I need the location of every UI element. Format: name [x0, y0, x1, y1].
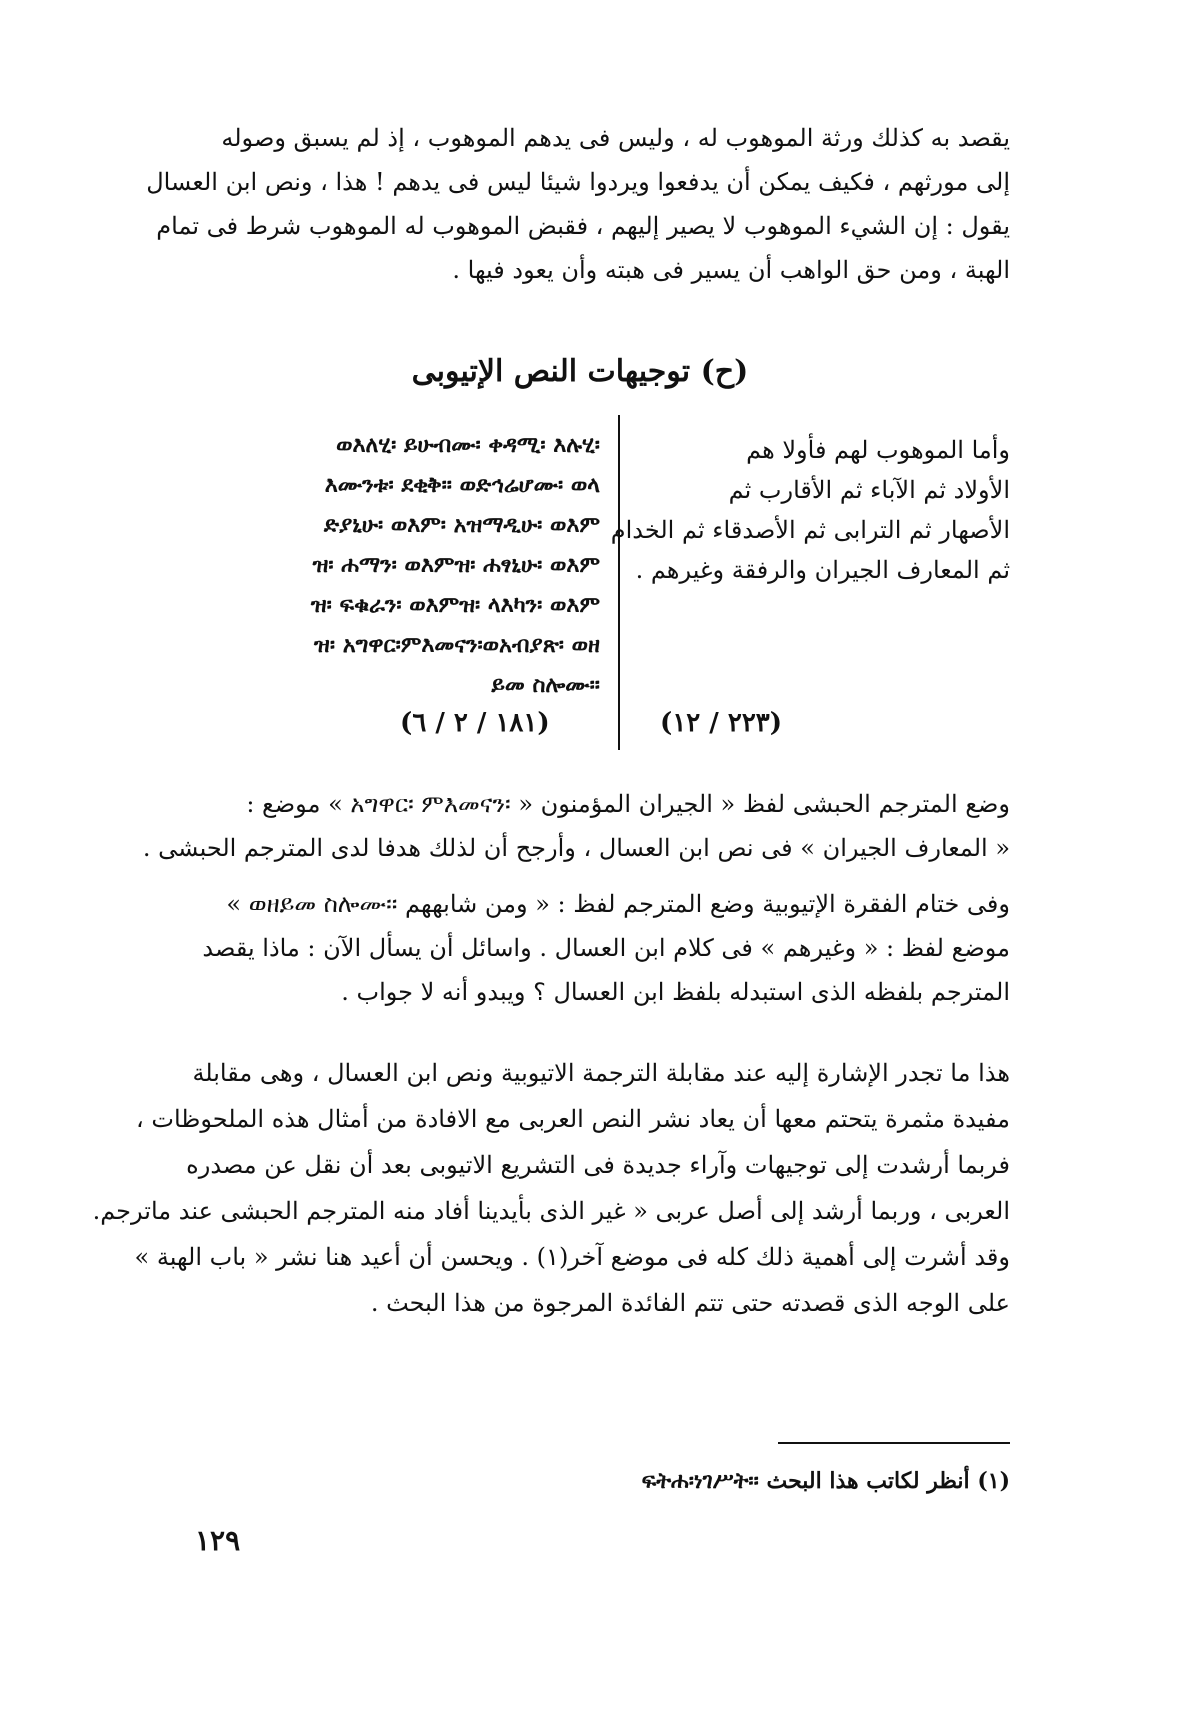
text-line: وفى ختام الفقرة الإتيوبية وضع المترجم لفظ : « ومن شابههم ወዘይመ ስሎሙ፡፡ »: [226, 890, 1010, 918]
text-line: إلى مورثهم ، فكيف يمكن أن يدفعوا ويردوا شيئا ليس فى يدهم ! هذا ، ونص ابن العسال: [146, 168, 1010, 196]
text-line: الأولاد ثم الآباء ثم الأقارب ثم: [728, 476, 1010, 504]
reference-arabic: (٢٢٣ / ١٢): [660, 708, 783, 738]
text-line: يقول : إن الشيء الموهوب لا يصير إليهم ، فقبض الموهوب له الموهوب شرط فى تمام: [156, 212, 1010, 240]
paragraph-intro: [146, 116, 1010, 292]
page-number: ١٢٩: [195, 1524, 241, 1557]
ethiopic-line: ይመ ስሎሙ፡፡: [491, 672, 600, 698]
text-line: فربما أرشدت إلى توجيهات وآراء جديدة فى التشريع الاتيوبى بعد أن نقل عن مصدره: [186, 1151, 1010, 1179]
text-line: موضع لفظ : « وغيرهم » فى كلام ابن العسال . واسائل أن يسأل الآن : ماذا يقصد: [202, 934, 1010, 962]
text-line: « المعارف الجيران » فى نص ابن العسال ، وأرجح أن لذلك هدفا لدى المترجم الحبشى .: [142, 834, 1010, 862]
text-line: هذا ما تجدر الإشارة إليه عند مقابلة الترجمة الاتيوبية ونص ابن العسال ، وهى مقابلة: [192, 1059, 1010, 1087]
text-line: المترجم بلفظه الذى استبدله بلفظ ابن العسال ؟ ويبدو أنه لا جواب .: [341, 978, 1010, 1006]
ethiopic-line: ወእለሂ፡ ይሁብሙ፡ ቀዳሚ፡ እሉሂ፡: [336, 432, 600, 458]
text-line: وأما الموهوب لهم فأولا هم: [746, 436, 1010, 464]
reference-ethiopic: (١٨١ / ٢ / ٦): [400, 708, 550, 738]
ethiopic-line: እሙንቱ፡ ደቂቅ፡፡ ወድኅሬሆሙ፡ ወላ: [324, 472, 600, 498]
text-line: الهبة ، ومن حق الواهب أن يسير فى هبته وأن يعود فيها .: [452, 256, 1010, 284]
text-line: على الوجه الذى قصدته حتى تتم الفائدة المرجوة من هذا البحث .: [370, 1289, 1010, 1317]
ethiopic-line: ዝ፡ ፍቁራን፡ ወእምዝ፡ ላእካን፡ ወእም: [310, 592, 600, 618]
paragraph-note-2: [190, 882, 1010, 1014]
footnote: (١) أنظر لكاتب هذا البحث ፍትሐ፡ነገሥት፡፡: [641, 1468, 1010, 1494]
arabic-column: [610, 430, 1010, 590]
text-line: الأصهار ثم الترابى ثم الأصدقاء ثم الخدام: [610, 516, 1010, 544]
ethiopic-line: ድያኒሁ፡ ወእም፡ አዝማዲሁ፡ ወእም: [323, 512, 600, 538]
ethiopic-line: ዝ፡ ሐማን፡ ወእምዝ፡ ሐፃኒሁ፡ ወእም: [312, 552, 600, 578]
ethiopic-column: [200, 425, 600, 705]
text-line: ثم المعارف الجيران والرفقة وغيرهم .: [635, 556, 1010, 584]
text-line: وقد أشرت إلى أهمية ذلك كله فى موضع آخر(١) . ويحسن أن أعيد هنا نشر « باب الهبة »: [134, 1243, 1010, 1271]
column-divider: [618, 415, 620, 750]
text-line: يقصد به كذلك ورثة الموهوب له ، وليس فى يدهم الموهوب ، إذ لم يسبق وصوله: [221, 124, 1010, 152]
text-line: وضع المترجم الحبشى لفظ « الجيران المؤمنون « አግዋር፡ ምእመናን፡ » موضع :: [246, 790, 1010, 818]
section-heading: (ح) توجيهات النص الإتيوبى: [411, 354, 749, 389]
text-line: العربى ، وربما أرشد إلى أصل عربى « غير الذى بأيدينا أفاد منه المترجم الحبشى عند ماترجم.: [92, 1197, 1010, 1225]
text-line: مفيدة مثمرة يتحتم معها أن يعاد نشر النص العربى مع الافادة من أمثال هذه الملحوظات ،: [135, 1105, 1010, 1133]
paragraph-note-1: [142, 782, 1010, 870]
paragraph-main: [92, 1050, 1010, 1326]
ethiopic-line: ዝ፡ አግዋር፡ምእመናን፡ወአብያጽ፡ ወዘ: [314, 632, 600, 658]
footnote-rule: [778, 1442, 1010, 1444]
